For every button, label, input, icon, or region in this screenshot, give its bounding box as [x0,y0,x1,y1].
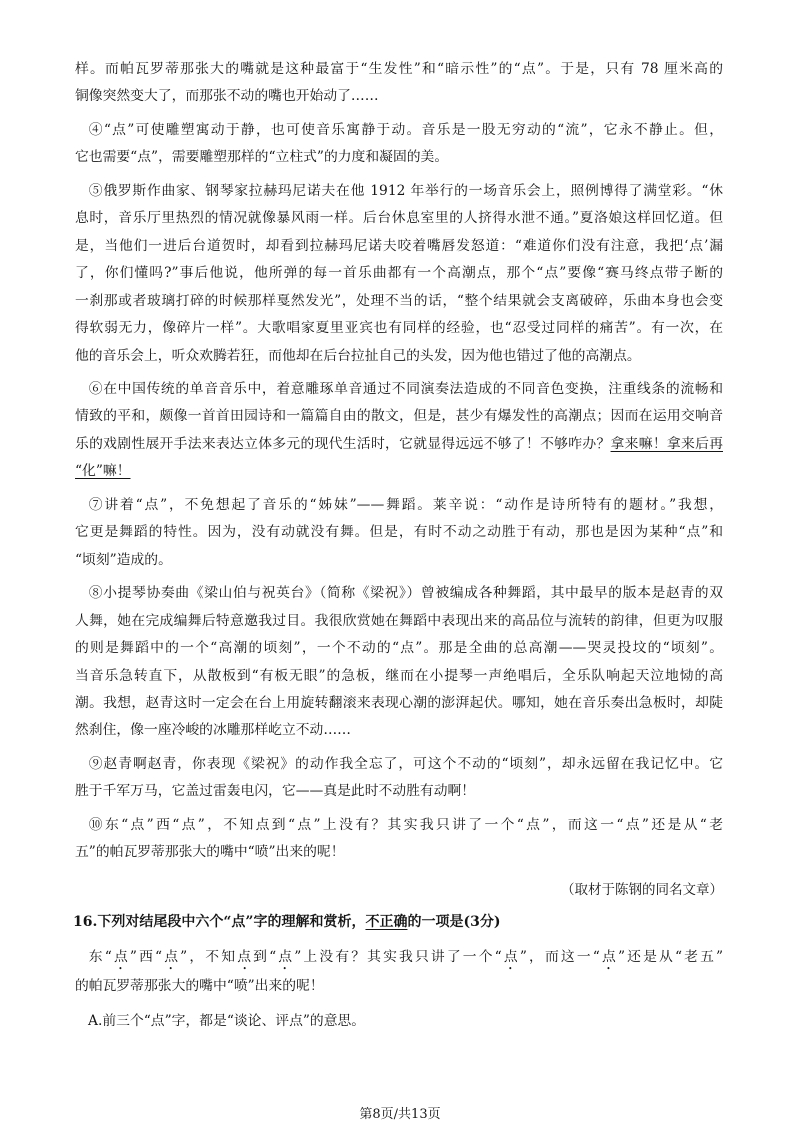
emphasis-dot-char: 点 [237,949,254,965]
text-run: ”还是从“老五” [617,949,724,965]
text-line: 一刹那或者玻璃打碎的时候那样戛然发光”，处理不当的话，“整个结果就会支离破碎，乐曲本身也会变 [75,292,723,309]
page-number: 第8页/共13页 [359,1107,441,1122]
text-line [75,458,723,485]
text-line: ⑨赵青啊赵青，你表现《梁祝》的动作我全忘了，可这个不动的“顷刻”，却永远留在我记忆中。它 [88,755,723,772]
text-line: 样。而帕瓦罗蒂那张大的嘴就是这种最富于“生发性”和“暗示性”的“点”。于是，只有 78 厘米高的 [75,61,723,77]
text-run: 到“ [253,949,277,965]
text-line: 的则是舞蹈中的一个“高潮的顷刻”，一个不动的“点”。那是全曲的总高潮——哭灵投坟的“顷刻”。 [75,640,723,657]
text-line: 了，你们懂吗?”事后他说，他所弹的每一首乐曲都有一个高潮点，那个“点”要像“赛马终点带子断的 [75,265,723,282]
text-line: 铜像突然变大了，而那张不动的嘴也开始动了…… [75,88,379,105]
article-body [75,56,723,867]
text-run: 乐的戏剧性展开手法来表达立体多元的现代生活时，它就显得远远不够了！不够咋办？ [75,435,611,452]
text-line: ⑤俄罗斯作曲家、钢琴家拉赫玛尼诺夫在他 1912 年举行的一场音乐会上，照例博得了满堂彩。“休 [88,182,723,199]
text-line: ⑥在中国传统的单音音乐中，着意雕琢单音通过不同演奏法造成的不同音色变换，注重线条的流畅和 [88,380,723,397]
text-line: ⑦讲着“点”，不免想起了音乐的“姊妹”——舞蹈。莱辛说：“动作是诗所特有的题材。”我想， [88,496,723,513]
text-line: ⑧小提琴协奏曲《梁山伯与祝英台》（简称《梁祝》）曾被编成各种舞蹈，其中最早的版本是赵青的双 [88,585,723,602]
emphasis-dot-char: 点 [501,949,520,965]
text-line: 他的音乐会上，听众欢腾若狂，而他却在后台拉扯自己的头发，因为他也错过了他的高潮点。 [75,347,641,364]
text-line: 人舞，她在完成编舞后特意邀我过目。我很欣赏她在舞蹈中表现出来的高品位与流转的韵律，但更为叹服 [75,612,723,629]
text-run: 16.下列对结尾段中六个“点”字的理解和赏析， [73,914,366,930]
paragraph-8 [75,580,723,745]
emphasis-dot-char: 点 [162,949,181,965]
paragraph-6 [75,376,723,486]
paragraph-4 [75,117,723,172]
text-line: 是，当他们一进后台道贺时，却看到拉赫玛尼诺夫咬着嘴唇发怒道：“难道你们没有注意，我把‘点’漏 [75,237,723,254]
underlined-text: “化”嘛！ [75,463,131,480]
text-line: 然刹住，像一座冷峻的冰雕那样屹立不动…… [75,722,351,739]
emphasis-dot-char: 点 [276,949,295,965]
paragraph-5 [75,178,723,370]
text-run: 东“ [88,949,112,965]
text-run: 的一项是(3分) [407,914,501,930]
text-line: ④“点”可使雕塑寓动于静，也可使音乐寓静于动。音乐是一股无穷动的“流”，它永不静止。但， [88,121,723,138]
text-line: 当音乐急转直下，从散板到“有板无眼”的急板，继而在小提琴一声绝唱后，全乐队响起天泣地恸的高 [75,667,723,684]
text-run: ”，而这一“ [519,949,600,965]
text-line: 胜于千军万马，它盖过雷轰电闪，它——真是此时不动胜有动啊！ [75,783,476,800]
underlined-text: 拿来嘛！拿来后再 [610,435,723,452]
text-line: ⑩东“点”西“点”，不知点到“点”上没有？其实我只讲了一个“点”，而这一“点”还是从“老 [88,816,723,833]
text-line: 得软弱无力，像碎片一样”。大歌唱家夏里亚宾也有同样的经验，也“忍受过同样的痛苦”。有一次，在 [75,320,723,337]
paragraph-continued [75,56,723,111]
text-line: 的帕瓦罗蒂那张大的嘴中“喷”出来的呢！ [75,978,324,994]
source-note: （取材于陈钢的同名文章） [561,882,723,898]
text-line: 它也需要“点”，需要雕塑那样的“立柱式”的力度和凝固的美。 [75,149,449,166]
paragraph-7 [75,492,723,574]
text-line: 情致的平和，颇像一首首田园诗和一篇篇自由的散文，但是，甚少有爆发性的高潮点；因而在运用交响音 [75,408,723,425]
emphasis-dot-char: 点 [111,949,130,965]
question-16-quote [75,944,723,1000]
option-a: A.前三个“点”字，都是“谈论、评点”的意思。 [88,1013,366,1029]
text-line: “顷刻”造成的。 [75,551,172,568]
text-line: 息时，音乐厅里热烈的情况就像暴风雨一样。后台休息室里的人挤得水泄不通。”夏洛娘这样回忆道。但 [75,210,723,227]
text-line [75,431,723,458]
text-run: ”，不知 [180,949,238,965]
underlined-text: 不正确 [365,914,408,930]
text-run: ”上没有？其实我只讲了一个“ [294,949,502,965]
text-line: 五”的帕瓦罗蒂那张大的嘴中“喷”出来的呢！ [75,844,345,861]
text-line: 它更是舞蹈的特性。因为，没有动就没有舞。但是，有时不动之动胜于有动，那也是因为某种“点”和 [75,524,723,541]
text-line [73,909,723,936]
question-16-title [73,909,723,936]
text-line [75,944,723,973]
text-line: 潮。我想，赵青这时一定会在台上用旋转翻滚来表现心潮的澎湃起伏。哪知，她在音乐奏出急板时，却陡 [75,694,723,711]
paragraph-10 [75,812,723,867]
paragraph-9 [75,751,723,806]
text-run: ”西“ [129,949,163,965]
emphasis-dot-char: 点 [599,949,618,965]
